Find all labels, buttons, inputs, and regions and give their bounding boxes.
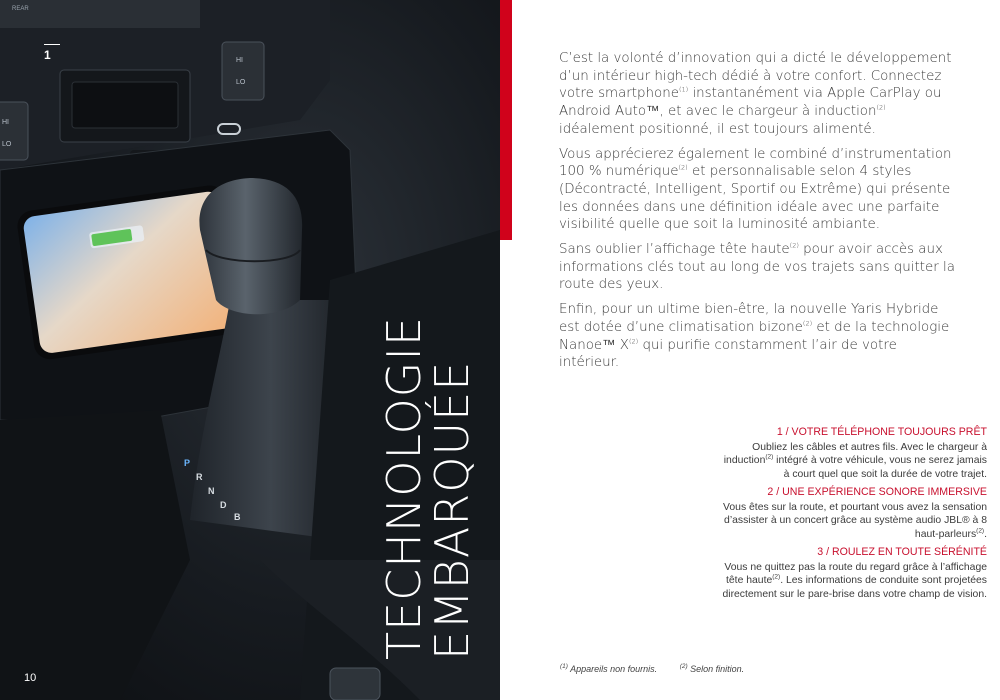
feature-item bbox=[717, 486, 987, 541]
feature-description: Oubliez les câbles et autres fils. Avec le chargeur à induction$^{(2)}$ intégré à votre véhicule, vous ne serez jamais à court quel que soit la durée de votre trajet. bbox=[723, 441, 987, 480]
feature-title: 1 / VOTRE TÉLÉPHONE TOUJOURS PRÊT bbox=[776, 426, 987, 438]
svg-text:N: N bbox=[208, 486, 215, 496]
page-number: 10 bbox=[24, 672, 37, 684]
page-title bbox=[377, 316, 479, 660]
page-title-line-1: TECHNOLOGIE bbox=[377, 316, 431, 660]
svg-text:HI: HI bbox=[236, 57, 243, 64]
svg-text:LO: LO bbox=[236, 79, 246, 86]
feature-item bbox=[717, 426, 987, 481]
drive-mode-button bbox=[330, 668, 380, 700]
section-marker: 1 bbox=[44, 44, 60, 62]
seat-heater-button-left bbox=[0, 102, 28, 160]
page-title-line-2: EMBARQUÉE bbox=[425, 360, 479, 660]
svg-text:D: D bbox=[220, 500, 227, 510]
feature-title: 2 / UNE EXPÉRIENCE SONORE IMMERSIVE bbox=[767, 486, 987, 498]
seat-heater-button-right bbox=[222, 42, 264, 100]
footnote: $^{(1)}$ Appareils non fournis. bbox=[560, 663, 658, 674]
feature-list bbox=[717, 426, 987, 606]
svg-text:LO: LO bbox=[2, 141, 12, 148]
intro-text bbox=[559, 50, 959, 379]
svg-text:P: P bbox=[184, 458, 191, 468]
intro-paragraph: C’est la volonté d’innovation qui a dicté le développement d’un intérieur high-tech dédié à votre confort. Connectez votre smartphone$^{(1)}$ instantanément via Apple CarPlay ou Android Auto™, et avec le chargeur à induction$^{(2)}$ idéalement positionné, il est toujours alimenté. bbox=[559, 51, 952, 137]
footnotes bbox=[560, 664, 764, 674]
gear-shift-knob bbox=[199, 178, 302, 314]
intro-paragraph: Sans oublier l’affichage tête haute$^{(2)}$ pour avoir accès aux informations clés tout au long de vos trajets sans quitter la route des yeux. bbox=[559, 241, 955, 293]
footnote: $^{(2)}$ Selon finition. bbox=[679, 663, 745, 674]
feature-description: Vous ne quittez pas la route du regard grâce à l’affichage tête haute$^{(2)}$. Les informations de conduite sont projetées directement sur le pare-brise dans votre champ de vision. bbox=[722, 561, 987, 600]
feature-item bbox=[717, 546, 987, 601]
svg-text:R: R bbox=[196, 472, 203, 482]
svg-text:HI: HI bbox=[2, 119, 9, 126]
feature-title: 3 / ROULEZ EN TOUTE SÉRÉNITÉ bbox=[817, 546, 987, 558]
feature-description: Vous êtes sur la route, et pourtant vous avez la sensation d’assister à un concert grâce au système audio JBL® à 8 haut-parleurs$^{(2)}$. bbox=[723, 501, 987, 540]
rear-label: REAR bbox=[12, 6, 29, 12]
red-accent-bar bbox=[500, 0, 512, 240]
svg-text:B: B bbox=[234, 512, 241, 522]
intro-paragraph: Vous apprécierez également le combiné d’instrumentation 100 % numérique$^{(2)}$ et personnalisable selon 4 styles (Décontracté, Intelligent, Sportif ou Extrême) qui présente les données dans une définition idéale avec une parfaite visibilité quelle que soit la luminosité ambiante. bbox=[559, 146, 952, 233]
intro-paragraph: Enfin, pour un ultime bien-être, la nouvelle Yaris Hybride est dotée d’une climatisation bizone$^{(2)}$ et de la technologie Nanoe™ $X^{(2)}$ qui purifie constamment l’air de votre intérieur. bbox=[559, 302, 950, 371]
